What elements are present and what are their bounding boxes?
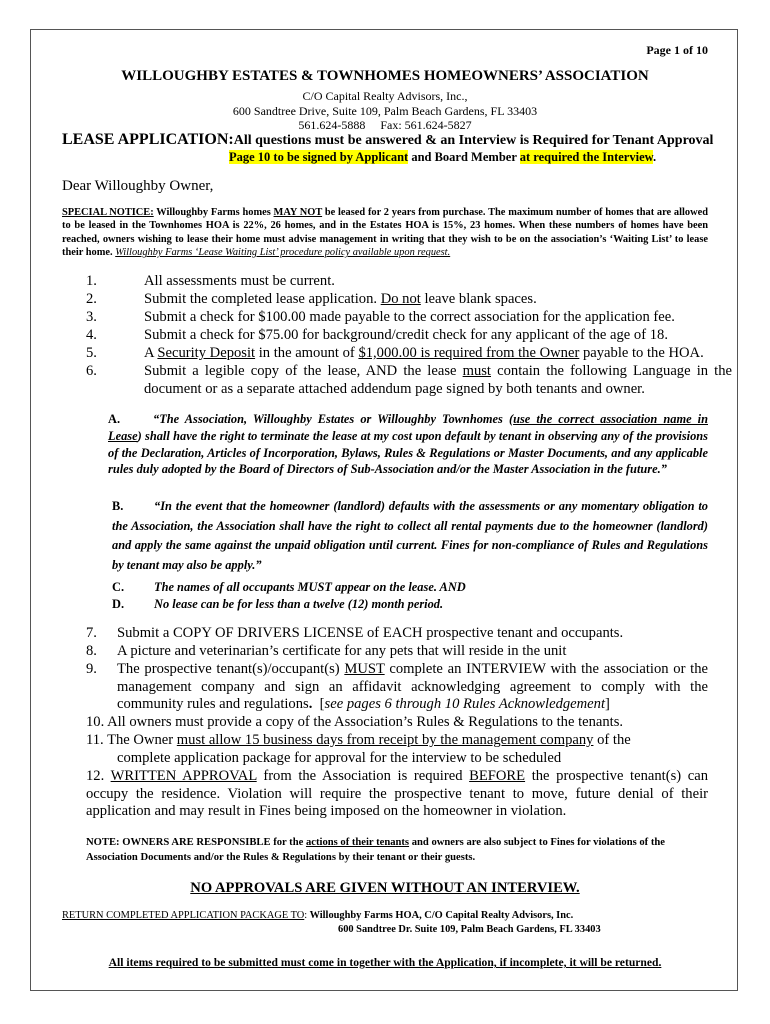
clause-c: C. The names of all occupants MUST appear on the lease. AND [112, 580, 466, 594]
greeting: Dear Willoughby Owner, [62, 178, 214, 194]
phone-fax-line: 561.624-5888 Fax: 561.624-5827 [298, 118, 472, 132]
owners-responsible-note: NOTE: OWNERS ARE RESPONSIBLE for the actions of their tenants and owners are also subject to Fines for violations of the Association Documents and/or the Rules & Regulations by their tenant or their guests. [86, 837, 665, 863]
rules-acknowledgement-ref: see pages 6 through 10 Rules Acknowledgement [324, 696, 606, 713]
return-label: RETURN COMPLETED APPLICATION PACKAGE TO [62, 910, 305, 921]
item-11-continued: complete application package for approval for the interview to be scheduled [117, 750, 562, 766]
clause-a: A. “The Association, Willoughby Estates or Willoughby Townhomes (use the correct association name in Lease) shall have the right to terminate the lease at my cost upon default by tenant in observing any of the provisions of the Declaration, Articles of Incorporation, Bylaws, Rules & Regulations or Master Documents, and any applicable rules duly adopted by the Board of Directors of Sub-Association and/or the Master Association in the future.” [108, 412, 708, 477]
requirements-list: 1. All assessments must be current. 2. Submit the completed lease application. Do not leave blank spaces. 3. Submit a check for $100.00 made payable to the correct association for the application fee. 4. Submit a check for $75.00 for background/credit check for any applicant of the age of 18. 5. A Security Deposit in the amount of $1,000.00 is required from the Owner payable to the HOA. 6. Submit a legible copy of the lease, AND the lease must contain the following Language in the document or as a separate attached addendum page signed by both tenants and owner. [86, 273, 733, 397]
waiting-list-policy: Willoughby Farms ‘Lease Waiting List’ procedure policy available upon request. [115, 247, 451, 259]
requirements-list-2: 7. Submit a COPY OF DRIVERS LICENSE of EACH prospective tenant and occupants. 8. A picture and veterinarian’s certificate for any pets that will reside in the unit 9. The prospective tenant(s)/occupant(s) MUST complete an INTERVIEW with the association or the management company and sign an affidavit acknowledging agreement to comply with the community rules and regulations. [see pages 6 through 10 Rules Acknowledgement] [86, 625, 708, 713]
submission-requirement: All items required to be submitted must come in together with the Application, if incomplete, it will be returned. [108, 956, 662, 969]
return-address: RETURN COMPLETED APPLICATION PACKAGE TO: Willoughby Farms HOA, C/O Capital Realty Advisors, Inc. 600 Sandtree Dr. Suite 109, Palm Beach Gardens, FL 33403 [62, 910, 601, 935]
no-approvals-heading: NO APPROVALS ARE GIVEN WITHOUT AN INTERVIEW. [190, 880, 580, 896]
clause-a-label: A. [108, 412, 121, 426]
association-title: WILLOUGHBY ESTATES & TOWNHOMES HOMEOWNERS’ ASSOCIATION [121, 68, 649, 84]
lease-label: LEASE APPLICATION: [62, 131, 234, 148]
clause-d: D. No lease can be for less than a twelve (12) month period. [112, 597, 444, 611]
signed-by-applicant-highlight: Page 10 to be signed by Applicant [229, 150, 409, 164]
special-notice-label: SPECIAL NOTICE: [62, 207, 154, 218]
item-11: 11. The Owner must allow 15 business days from receipt by the management company of the [86, 732, 631, 748]
address-line: 600 Sandtree Drive, Suite 109, Palm Beach Gardens, FL 33403 [232, 104, 538, 118]
clause-b: B. “In the event that the homeowner (landlord) defaults with the assessments or any momentary obligation to the Association, the Association shall have the right to collect all rental payments due to the homeowner (landlord) and apply the same against the unpaid obligation until current. Fines for non-compliance of Rules and Regulations by tenant may also be apply.” [112, 499, 708, 572]
item-12: 12. WRITTEN APPROVAL from the Association is required BEFORE the prospective tenant(s) can occupy the residence. Violation will require the prospective tenant to move, future denial of their application and may result in Fines being imposed on the homeowner in violation. [86, 768, 708, 820]
care-of-line: C/O Capital Realty Advisors, Inc., [302, 89, 468, 103]
page-number: Page 1 of 10 [646, 43, 708, 57]
item-10: 10. All owners must provide a copy of the Association’s Rules & Regulations to the tenants. [86, 714, 624, 730]
lease-requirement: All questions must be answered & an Interview is Required for Tenant Approval [233, 133, 714, 148]
special-notice: SPECIAL NOTICE: Willoughby Farms homes MAY NOT be leased for 2 years from purchase. The maximum number of homes that are allowed to be leased in the Townhomes HOA is 22%, 26 homes, and in the Estates HOA is 15%, 23 homes. When these numbers of homes have been reached, owners wishing to lease their home must advise management in writing that they wish to be on the association’s ‘Waiting List’ to lease their home. Willoughby Farms ‘Lease Waiting List’ procedure policy available upon request. [62, 207, 708, 259]
lease-application-heading [62, 131, 713, 149]
clause-b-label: B. [112, 499, 124, 513]
interview-highlight: at required the Interview [519, 150, 653, 164]
lease-subheading: Page 10 to be signed by Applicant and Board Member at required the Interview. [229, 150, 657, 164]
